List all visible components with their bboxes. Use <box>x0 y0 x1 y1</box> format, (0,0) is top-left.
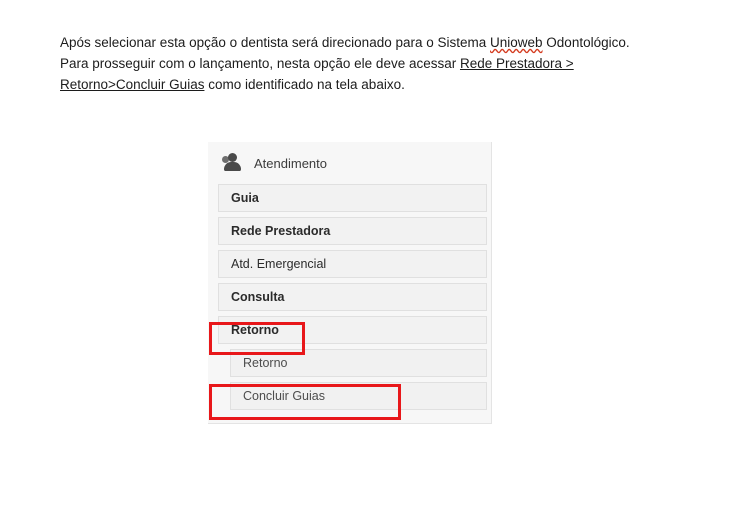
underlined-path-part-1: Rede Prestadora > <box>459 56 574 71</box>
menu-item-retorno[interactable] <box>218 316 487 344</box>
menu-item-label: Concluir Guias <box>243 389 325 403</box>
menu-item-label: Retorno <box>231 323 279 337</box>
paragraph-line-2 <box>60 53 660 74</box>
menu-item-guia[interactable] <box>218 184 487 212</box>
paragraph-segment: como identificado na tela abaixo. <box>204 77 405 92</box>
document-paragraph <box>60 32 660 95</box>
menu-item-label: Consulta <box>231 290 285 304</box>
screenshot-menu-panel <box>208 142 492 424</box>
paragraph-line-1 <box>60 32 660 53</box>
paragraph-segment: Para prosseguir com o lançamento, nesta opção ele deve acessar <box>60 56 460 71</box>
panel-header <box>208 142 491 184</box>
paragraph-segment: Odontológico. <box>542 35 630 50</box>
underlined-path-part-2: Retorno>Concluir Guias <box>60 77 205 92</box>
menu-item-consulta[interactable] <box>218 283 487 311</box>
person-icon <box>222 153 244 173</box>
paragraph-segment: Após selecionar esta opção o dentista será direcionado para o Sistema <box>60 35 491 50</box>
menu-item-rede-prestadora[interactable] <box>218 217 487 245</box>
misspelled-word-unioweb: Unioweb <box>490 35 543 50</box>
panel-header-label: Atendimento <box>254 155 327 171</box>
menu-item-label: Retorno <box>243 356 288 370</box>
menu-item-label: Guia <box>231 191 259 205</box>
menu-item-label: Rede Prestadora <box>231 224 331 238</box>
menu-item-atd-emergencial[interactable] <box>218 250 487 278</box>
submenu-item-concluir-guias[interactable] <box>230 382 487 410</box>
submenu-item-retorno[interactable] <box>230 349 487 377</box>
menu-item-label: Atd. Emergencial <box>231 257 327 271</box>
paragraph-line-3 <box>60 74 660 95</box>
